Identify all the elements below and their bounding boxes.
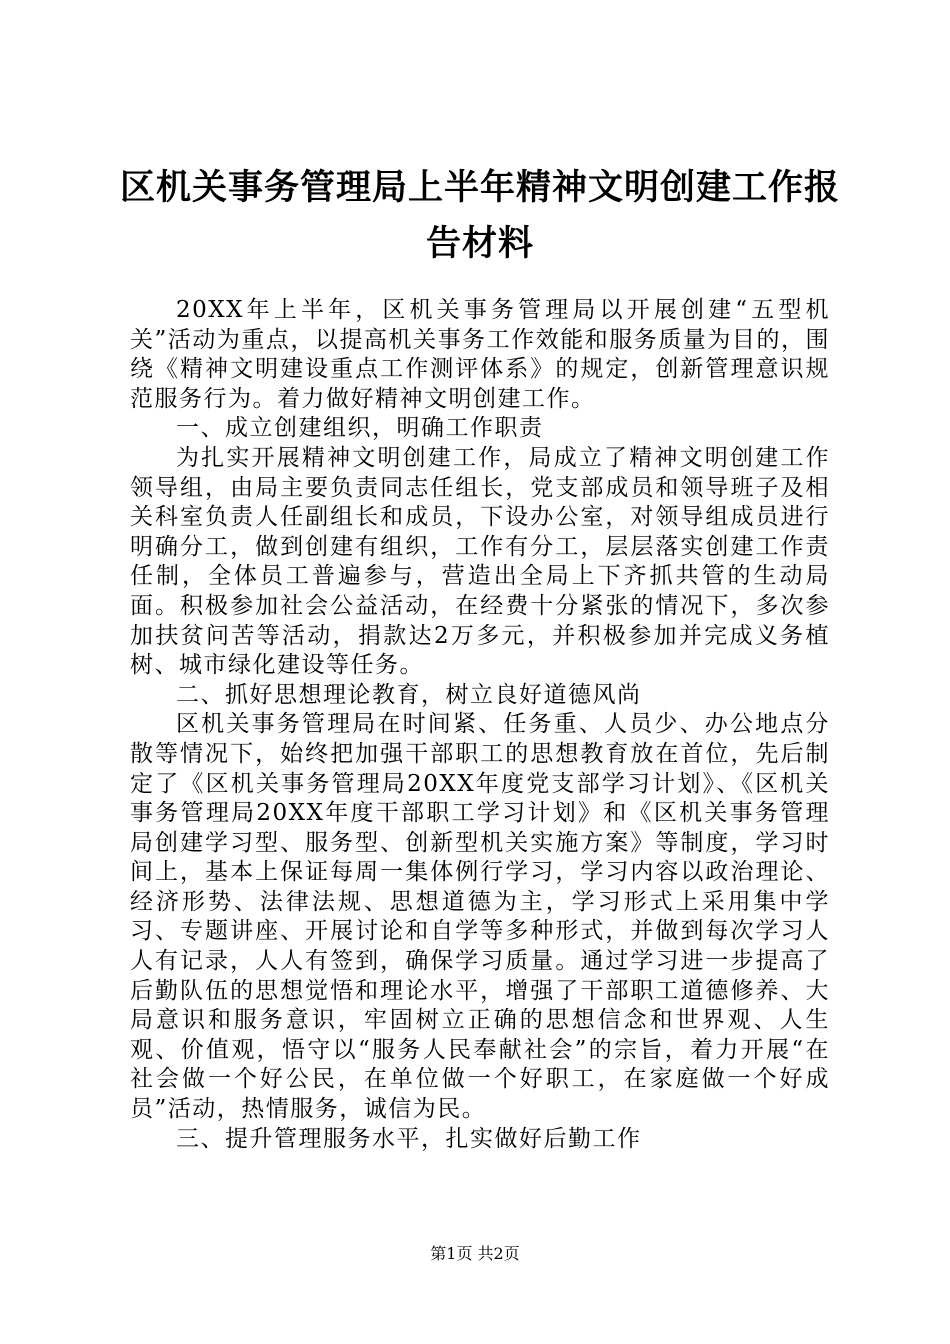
document-title: 区机关事务管理局上半年精神文明创建工作报告材料 xyxy=(119,167,840,264)
section-heading-3: 三、提升管理服务水平，扎实做好后勤工作 xyxy=(176,1125,642,1152)
section-heading-2: 二、抓好思想理论教育，树立良好道德风尚 xyxy=(176,681,642,708)
document-body xyxy=(130,296,830,1154)
section-paragraph-1: 为扎实开展精神文明创建工作，局成立了精神文明创建工作领导组，由局主要负责同志任组长，党支部成员和领导班子及相关科室负责人任副组长和成员，下设办公室，对领导组成员进行明确分工，做到创建有组织，工作有分工，层层落实创建工作责任制，全体员工普遍参与，营造出全局上下齐抓共管的生动局面。积极参加社会公益活动，在经费十分紧张的情况下，多次参加扶贫问苦等活动，捐款达2万多元，并积极参加并完成义务植树、城市绿化建设等任务。 xyxy=(130,444,830,679)
section-heading-1: 一、成立创建组织，明确工作职责 xyxy=(176,415,544,442)
page-footer: 第1页 共2页 xyxy=(430,1244,520,1263)
intro-paragraph: 20XX年上半年，区机关事务管理局以开展创建“五型机关”活动为重点，以提高机关事务工作效能和服务质量为目的，围绕《精神文明建设重点工作测评体系》的规定，创新管理意识规范服务行为。着力做好精神文明创建工作。 xyxy=(130,297,830,412)
section-paragraph-2: 区机关事务管理局在时间紧、任务重、人员少、办公地点分散等情况下，始终把加强干部职工的思想教育放在首位，先后制定了《区机关事务管理局20XX年度党支部学习计划》、《区机关事务管理局20XX年度干部职工学习计划》和《区机关事务管理局创建学习型、服务型、创新型机关实施方案》等制度，学习时间上，基本上保证每周一集体例行学习，学习内容以政治理论、经济形势、法律法规、思想道德为主，学习形式上采用集中学习、专题讲座、开展讨论和自学等多种形式，并做到每次学习人人有记录，人人有签到，确保学习质量。通过学习进一步提高了后勤队伍的思想觉悟和理论水平，增强了干部职工道德修养、大局意识和服务意识，牢固树立正确的思想信念和世界观、人生观、价值观，悟守以“服务人民奉献社会”的宗旨，着力开展“在社会做一个好公民，在单位做一个好职工，在家庭做一个好成员”活动，热情服务，诚信为民。 xyxy=(130,711,830,1123)
